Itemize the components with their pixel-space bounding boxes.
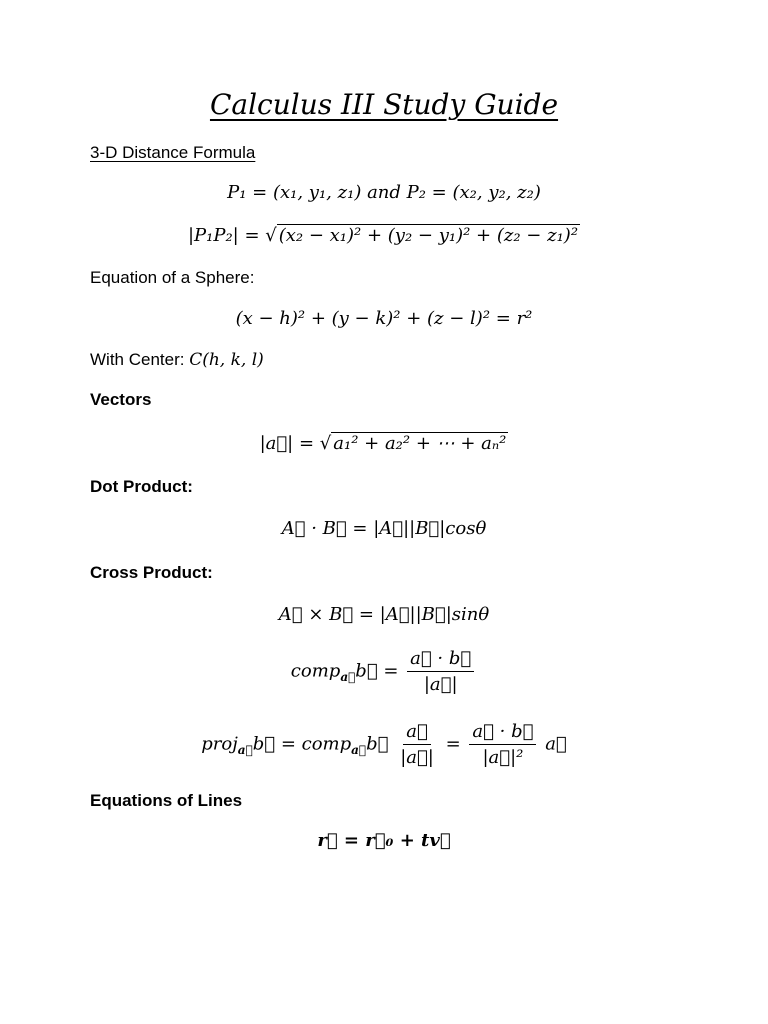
distance-radicand: (x₂ − x₁)² + (y₂ − y₁)² + (z₂ − z₁)² <box>278 225 579 246</box>
comp-sub: a⃗ <box>340 670 356 685</box>
center-value: C(h, k, l) <box>189 350 264 370</box>
proj-equation <box>0 721 768 768</box>
lines-equation: r⃗ = r⃗₀ + tv⃗ <box>317 830 451 851</box>
dot-heading: Dot Product: <box>90 477 193 496</box>
proj-tail: a⃗ <box>545 733 567 755</box>
distance-heading: 3-D Distance Formula <box>90 143 256 162</box>
proj-fraction-2 <box>469 721 536 768</box>
comp-denominator: |a⃗| <box>423 674 458 695</box>
proj-f2-denominator: |a⃗|² <box>482 747 524 768</box>
proj-sub2: a⃗ <box>351 743 367 758</box>
points-equation: P₁ = (x₁, y₁, z₁) and P₂ = (x₂, y₂, z₂) <box>227 182 541 203</box>
proj-equals: = <box>445 733 461 755</box>
proj-sub: a⃗ <box>237 743 253 758</box>
center-label: With Center: <box>90 350 190 369</box>
lines-heading: Equations of Lines <box>90 791 243 810</box>
comp-lhs: comp <box>290 660 341 682</box>
cross-equation: A⃗ × B⃗ = |A⃗||B⃗|sinθ <box>278 604 490 625</box>
magnitude-equation <box>0 432 768 454</box>
magnitude-radicand: a₁² + a₂² + ⋯ + aₙ² <box>333 433 507 454</box>
proj-b: b⃗ <box>366 733 389 755</box>
magnitude-lhs: |a⃗| = √ <box>259 433 332 454</box>
dot-equation: A⃗ · B⃗ = |A⃗||B⃗|cosθ <box>281 518 487 539</box>
comp-equation <box>0 648 768 695</box>
proj-lhs: proj <box>201 733 238 755</box>
comp-b: b⃗ = <box>355 660 399 682</box>
vectors-heading: Vectors <box>90 390 152 409</box>
page-title: Calculus III Study Guide <box>209 88 559 121</box>
sphere-heading: Equation of a Sphere: <box>90 268 255 287</box>
distance-lhs: |P₁P₂| = √ <box>187 225 277 246</box>
proj-fraction-1 <box>397 721 437 768</box>
sphere-equation: (x − h)² + (y − k)² + (z − l)² = r² <box>235 308 533 329</box>
distance-equation <box>0 224 768 246</box>
proj-f1-denominator: |a⃗| <box>400 747 434 768</box>
cross-heading: Cross Product: <box>90 563 213 582</box>
sphere-center <box>90 350 264 370</box>
proj-mid: b⃗ = comp <box>252 733 352 755</box>
comp-fraction <box>407 648 474 695</box>
proj-f1-numerator: a⃗ <box>403 721 431 745</box>
comp-numerator: a⃗ · b⃗ <box>407 648 474 672</box>
proj-f2-numerator: a⃗ · b⃗ <box>469 721 536 745</box>
